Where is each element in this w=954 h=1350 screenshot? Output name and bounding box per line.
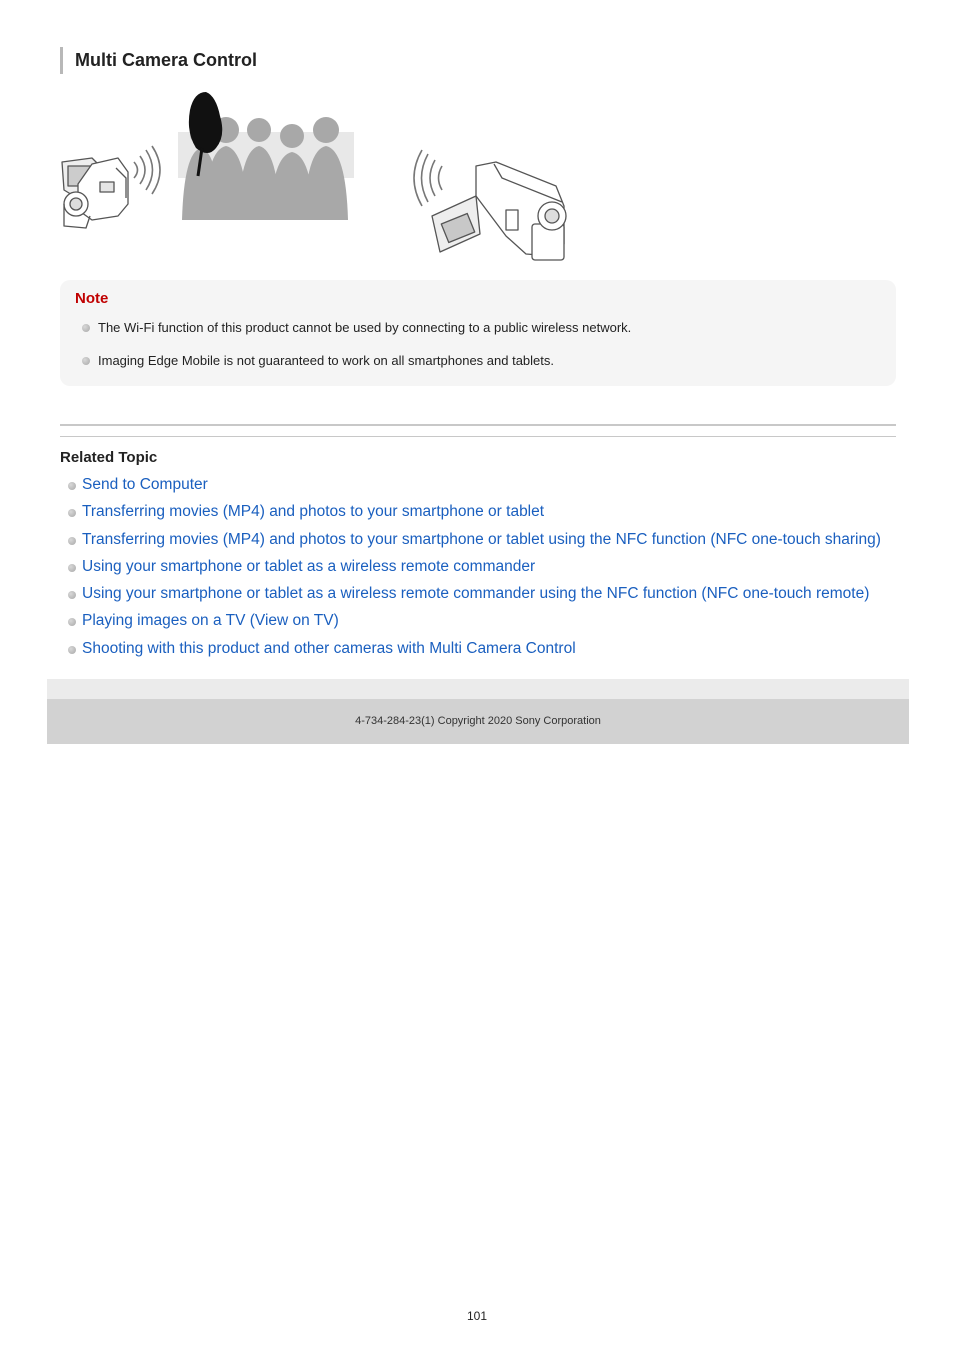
people-silhouettes-icon	[178, 92, 354, 220]
divider	[60, 436, 896, 437]
list-item	[60, 353, 631, 386]
bullet-icon	[68, 482, 76, 490]
link-view-on-tv[interactable]: Playing images on a TV (View on TV)	[82, 612, 339, 630]
note-title: Note	[75, 290, 109, 307]
list-item	[60, 502, 881, 529]
divider	[60, 424, 896, 426]
list-item	[60, 320, 631, 353]
note-text: The Wi-Fi function of this product cannot be used by connecting to a public wireless network.	[98, 320, 632, 335]
note-box	[60, 280, 896, 386]
list-item	[60, 530, 881, 557]
bullet-icon	[82, 324, 90, 332]
list-item	[60, 475, 881, 502]
copyright-text: 4-734-284-23(1) Copyright 2020 Sony Corporation	[355, 715, 601, 727]
bullet-icon	[68, 591, 76, 599]
bullet-icon	[68, 509, 76, 517]
list-item	[60, 557, 881, 584]
list-item	[60, 584, 881, 611]
footer-band	[47, 679, 909, 699]
camcorder-icon	[62, 158, 128, 228]
link-remote-commander-nfc[interactable]: Using your smartphone or tablet as a wireless remote commander using the NFC function (NFC one-touch remote)	[82, 585, 870, 603]
camcorder-icon	[432, 162, 566, 260]
note-list	[60, 320, 631, 386]
link-transferring-movies[interactable]: Transferring movies (MP4) and photos to your smartphone or tablet	[82, 503, 545, 521]
related-topic-list	[60, 475, 881, 666]
link-multi-camera-control[interactable]: Shooting with this product and other cameras with Multi Camera Control	[82, 639, 576, 657]
link-send-to-computer[interactable]: Send to Computer	[82, 476, 208, 493]
note-text: Imaging Edge Mobile is not guaranteed to work on all smartphones and tablets.	[98, 353, 554, 368]
list-item	[60, 611, 881, 638]
list-item	[60, 639, 881, 666]
related-topic-title: Related Topic	[60, 449, 158, 466]
bullet-icon	[82, 357, 90, 365]
wireless-waves-icon	[134, 146, 160, 194]
footer	[47, 699, 909, 744]
page-number: 101	[466, 1309, 488, 1323]
bullet-icon	[68, 618, 76, 626]
bullet-icon	[68, 564, 76, 572]
bullet-icon	[68, 646, 76, 654]
wireless-waves-icon	[414, 150, 442, 206]
section-title: Multi Camera Control	[60, 47, 257, 74]
bullet-icon	[68, 537, 76, 545]
link-remote-commander[interactable]: Using your smartphone or tablet as a wireless remote commander	[82, 557, 536, 575]
illustration	[56, 86, 576, 268]
link-transferring-movies-nfc[interactable]: Transferring movies (MP4) and photos to your smartphone or tablet using the NFC function (NFC one-touch sharing)	[82, 530, 881, 548]
